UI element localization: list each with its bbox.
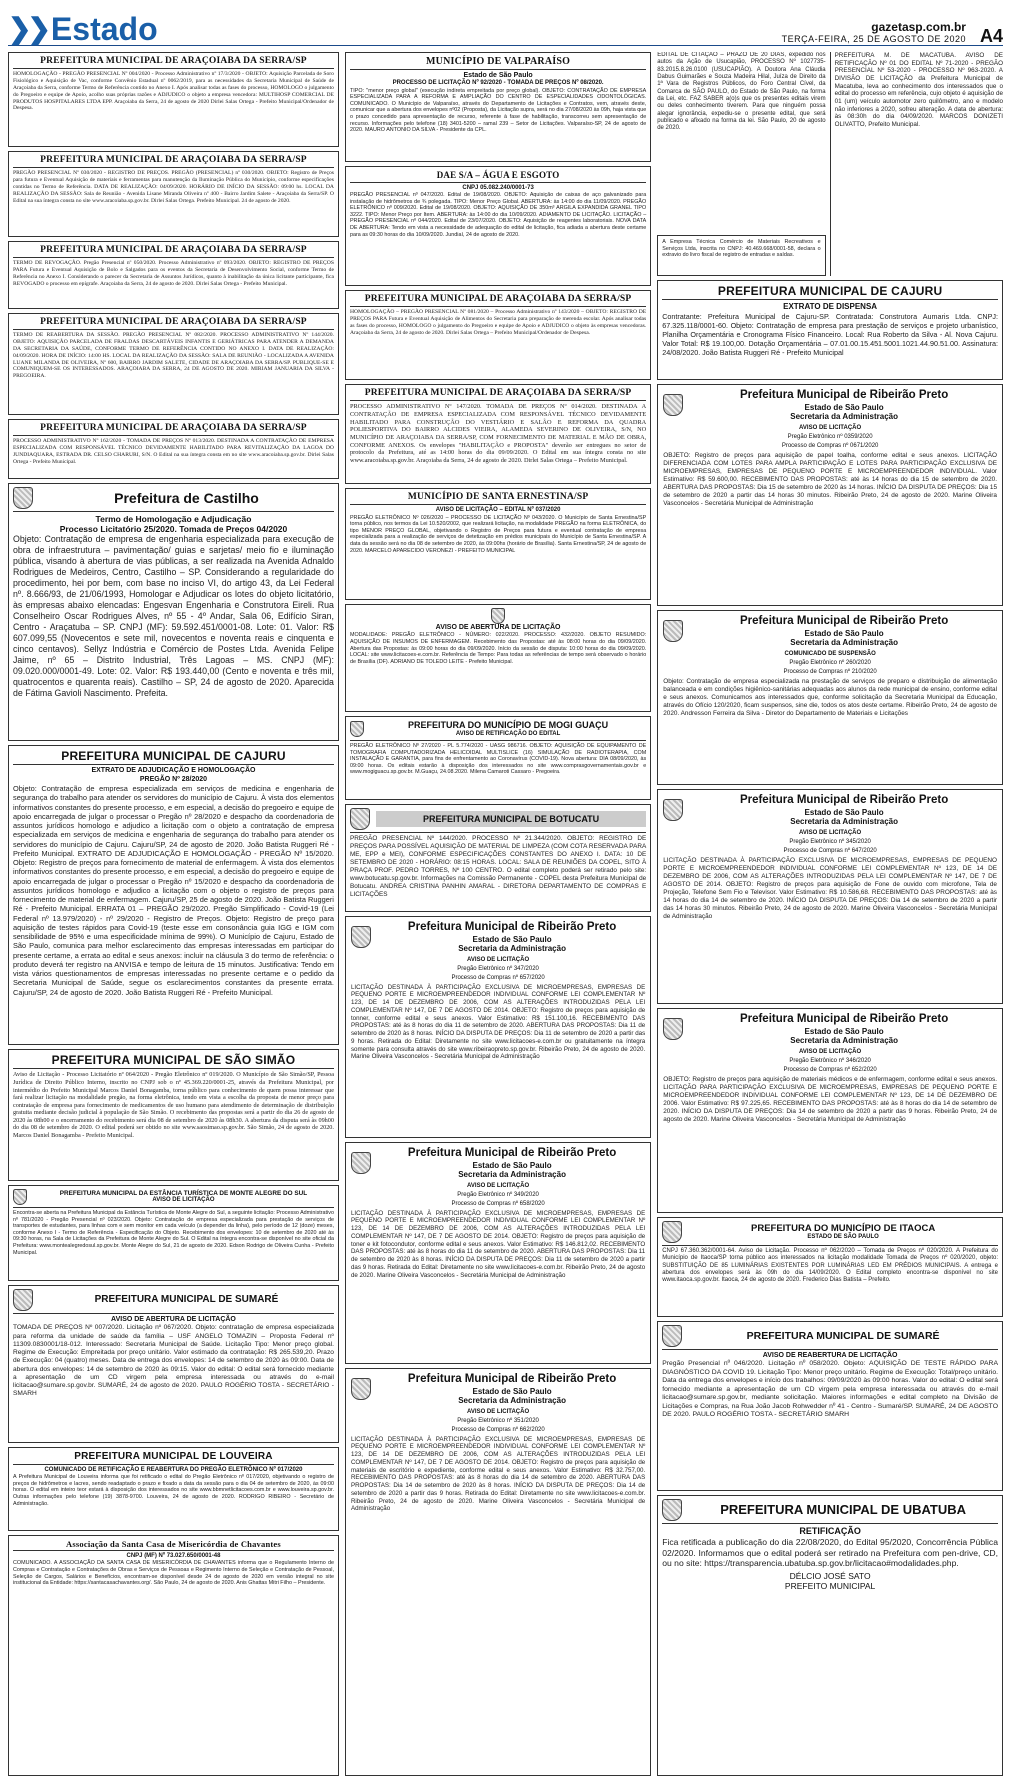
notice-body: Pregão Presencial nº 046/2020. Licitação nº 058/2020. Objeto: AQUISIÇÃO DE TESTE RÁPIDO PARA DIAGNÓSTICO DA COVID 19. Licitação Tipo: Menor preço unitário. Regime de Execução: Total/preço unitário. Data da entrega dos envelopes e início dos trabalhos: 09/09/2020 às 09:00 horas. Valor do edital: O edital será fornecido mediante a apresentação de um CD virgem pela empresa interessada ou através do e-mail licitacao@sumare.sp.gov.br, mediante solicitação. Maiores informações e edital completo na Divisão de Licitações e Compras, na Rua João Jacob Rohwedder nº 41 - Centro - Sumaré/SP. SUMARÉ, 24 DE AGOSTO DE 2020. PAULO ROGÉRIO TOSTA - SECRETÁRIO SMARH xyxy=(662,1360,998,1419)
notice-body: PROCESSO ADMINISTRATIVO Nº 162/2020 - TOMADA DE PREÇOS Nº 013/2020. DESTINADA A CONTRATAÇÃO DE EMPRESA ESPECIALIZADA COM RESPONSÁVEL TÉCNICO DEVIDAMENTE HABILITADO PARA REVITALIZAÇÃO DA LAGOA DO JUNDIAQUARA, ESTRADA DR. CELSO CHARURI, S/N. O Edital na sua íntegra consta em no site www.aracoiaba.sp.gov.br. Dirlei Salas Ortega - Prefeito Municipal. xyxy=(13,438,334,465)
signer-name: DÉLCIO JOSÉ SATO xyxy=(789,1571,871,1581)
org-secretariat: Secretaria da Administração xyxy=(790,638,898,648)
page-number: A4 xyxy=(979,26,1003,46)
masthead xyxy=(8,6,1003,46)
process-number: Processo de Compras nº 662/2020 xyxy=(451,1427,545,1434)
notice-body: PREGÃO PRESENCIAL Nº 030/2020 - REGISTRO DE PREÇOS. PREGÃO (PRESENCIAL) nº 030/2020. OBJETO: Registro de Preços para futura e Eventual Aquisição de materiais e ferramentas para manutenção da Iluminação Pública do Município, conforme especificações contidas no Termo de Referência. DATA DE REALIZAÇÃO: 04/09/2020. HORÁRIO DE INÍCIO DA SESSÃO: 09:00 hs. LOCAL DA REALIZAÇÃO DA SESSÃO: Sala de Reunião - Avenida Lisane Miranda Oliveira nº 400 - Bairro Jardim Salete - Araçoiaba da Serra/SP. O Edital na sua íntegra consta no site www.aracoiaba.sp.gov.br. Dirlei Salas Ortega. Prefeito Municipal. 24 de agosto de 2020. xyxy=(13,170,334,204)
ubatuba-crest-icon xyxy=(662,1499,682,1521)
column-1 xyxy=(8,52,339,1776)
notice-title: PREFEITURA MUNICIPAL DA ESTÂNCIA TURÍSTICA DE MONTE ALEGRE DO SUL xyxy=(59,1189,308,1197)
notice-body: HOMOLOGAÇÃO – PREGÃO PRESENCIAL Nº 081/2020 – Processo Administrativo nº 143/2020 – OBJETO: REGISTRO DE PREÇOS PARA Futura e Eventual Aquisição de Alimentos do Secretaria para preparação de merenda escolar. Após analisar todas as fases do processo, HOMOLOGO o julgamento do Pregoeiro e equipe de Apoio e ADJUDICO o objeto às empresas vencedoras. Araçoiaba da Serra, 24 de agosto de 2020. Dirlei Salas Ortega – Prefeito Municipal/Ordenador de Despesa. xyxy=(349,309,647,336)
notice-type: AVISO DE LICITAÇÃO xyxy=(799,829,862,836)
org-name: Prefeitura Municipal de Ribeirão Preto xyxy=(739,615,949,627)
estado-logo xyxy=(8,13,158,45)
pregao-number: Pregão Eletrônico nº 345/2020 xyxy=(789,839,871,846)
monte-alegre-crest-icon xyxy=(13,1189,27,1205)
notice-body: Objeto: Contratação de empresa especializada em serviços de medicina e engenharia de segurança do trabalho para atender os servidores do município de Cajuru. À vista dos elementos informativos constantes do presente processo, e em especial, a decisão do pregoeiro e equipe de apoio encarregada de julgar o processar o Pregão nº 28/2020 e despacho da coordenadoria de assuntos jurídicos homologo e adjudico a licitação com o objeto a contratação de empresa especializada em serviços de medicina e engenharia de segurança do trabalho para atender os servidores do município de Cajuru. Cajuru/SP, 24 de agosto de 2020. João Batista Ruggeri Ré - Prefeito Municipal. EXTRATO DE ADJUDICAÇÃO E HOMOLOGAÇÃO - PREGÃO Nº 15/2020. Objeto: Registro de preços para fornecimento de material de enfermagem. À vista dos elementos informativos constantes do presente processo, e em especial, a decisão do pregoeiro e equipe de apoio encarregada de julgar o processar o Pregão nº 15/2020 e despacho da coordenadoria de assuntos jurídicos homologo e adjudico a licitação com o objeto o registro de preços para fornecimento de material de enfermagem. Cajuru/SP, 25 de agosto de 2020. João Batista Ruggeri Ré - Prefeito Municipal. ERRATA 01 – PREGÃO 29/2020. Pregão Simplificado - Covid-19 (Lei Federal nº 13.979/2020) - nº 29/2020 - Registro de Preços. Objeto: Registro de preço para aquisição de testes rápidos para Covid-19 (teste esse em consonância guia IGG e IGM com sensibilidade de 95% e uma especificidade mínima de 99%). O Município de Cajuru, Estado de São Paulo, comunica para melhor esclarecimento das empresas interessadas em participar do presente certame, a errata ao edital e seus anexos: incluir na cláusula 3 do termo de referência: o produto deverá ter registro na ANVISA e tempo de leitura de 15 minutos. Justificativa: Tendo em vista vários questionamentos de empresas interessadas no presente certame e o pedido da Secretaria Municipal de Saúde, segue os esclarecimentos constantes da presente errata. Cajuru/SP, 24 de agosto de 2020. João Batista Ruggeri Ré - Prefeito Municipal. xyxy=(13,784,334,997)
notice-body: Contratante: Prefeitura Municipal de Cajuru-SP. Contratada: Construtora Aumaris Ltda. CNPJ: 67.325.118/0001-60. Objeto: Contratação de empresa para prestação de serviços e projeto urbanístico, Planilha Orçamentária e Cronograma Físico Financeiro. Local: Rua Roberto da Silva - Al. Nova Cajuru. Valor Total: R$ 19.100,00. Dotação Orçamentária – 07.01.00.15.451.5001.1021.44.90.51.00. Assinatura: 24/08/2020. João Batista Ruggeri Ré - Prefeito Municipal xyxy=(662,311,998,357)
process-number: Processo de Compras nº 210/2020 xyxy=(783,669,877,676)
notice-edital-citacao: EDITAL DE CITAÇÃO – PRAZO DE 20 DIAS, expedido nos autos da Ação de Usucapião, PROCESSO Nº 1027735-83.2015.8.26.0100 (USUCAPIÃO). A Doutora Ana Cláudia Dabus Guimarães e Souza Madeira Hilal, Juíza de Direito da 1ª Vara de Registros Públicos, do Foro Central Cível, da Comarca de SÃO PAULO, do Estado de São Paulo, na forma da Lei, etc. FAZ SABER a(o)s que os presentes editais virem ou deles conhecimento tiverem. Para que ninguém possa alegar ignorância, expediu-se o presente edital, que será publicado e afixado na forma da lei. São Paulo, 20 de agosto de 2020. xyxy=(657,52,826,132)
logo-text: Estado xyxy=(50,11,158,47)
notice-subtitle: RETIFICAÇÃO xyxy=(799,1526,861,1536)
org-name: Prefeitura Municipal de Ribeirão Preto xyxy=(739,1013,949,1025)
notice-body: Aviso de Licitação - Processo Licitatório nº 064/2020 - Pregão Eletrônico nº 019/2020. O Município de São Simão/SP, Pessoa Jurídica de Direito Público Interno, inscrito no CNPJ sob o nº 45.369.220/0001-25, através da Prefeitura Municipal, por intermédio do Prefeito Municipal Marcos Daniel Bonagamba, torna público para conhecimento de quem possa interessar que fará realizar licitação na modalidade pregão, na forma eletrônica, tendo em vista a escolha da proposta de menor preço para contratação de empresa para fornecimento de medicamentos de uso humano para atendimento de determinação de distribuição gratuita mediante decisão judicial à população de São Simão. O recebimento das propostas será a partir do dia 26 de agosto de 2020 às 08h00 e o encerramento do recebimento será dia 08 de setembro de 2020 às 08h30. A abertura da disputa será às 09h00 do dia 08 de setembro de 2020. O edital poderá ser obtido no site www.saosimao.sp.gov.br. São Simão, 24 de agosto de 2020. Marcos Daniel Bonagamba - Prefeito Municipal. xyxy=(13,1071,334,1139)
notice-title: DAE S/A – ÁGUA E ESGOTO xyxy=(350,170,646,183)
org-secretariat: Secretaria da Administração xyxy=(790,412,898,422)
column-2 xyxy=(345,52,651,1776)
notice-title: Prefeitura de Castilho xyxy=(114,489,259,506)
notice-cajuru xyxy=(8,745,339,1045)
notice-type: AVISO DE LICITAÇÃO xyxy=(799,1048,862,1055)
org-name: Prefeitura Municipal de Ribeirão Preto xyxy=(739,389,949,401)
notice-santa-ernestina xyxy=(345,488,651,600)
city-crest-icon xyxy=(491,608,505,624)
notice-sumare-1 xyxy=(8,1285,339,1443)
notice-body: LICITAÇÃO DESTINADA À PARTICIPAÇÃO EXCLUSIVA DE MICROEMPRESAS, EMPRESAS DE PEQUENO PORTE E MICROEMPREENDEDOR INDIVIDUAL CONFORME LEI COMPLEMENTAR Nº 123, DE 14 DE DEZEMBRO DE 2006, COM AS ALTERAÇÕES INTRODUZIDAS PELA LEI COMPLEMENTAR Nº 147, DE 7 DE AGOSTO DE 2014. OBJETO: Registro de preços para aquisição de materiais de escritório e expediente, conforme edital e seus anexos. Valor Estimativo: R$ 32.757,00. RECEBIMENTO DAS PROPOSTAS: até às 8 horas do dia 14 de setembro de 2020. ABERTURA DAS PROPOSTAS: Dia 14 de setembro de 2020 às 8 horas. INÍCIO DA DISPUTA DE PREÇOS: Dia 14 de setembro de 2020 a partir das 9 horas. Retirada do Edital: Diretamente no site www.licitacoes-e.com.br. Ribeirão Preto, 24 de agosto de 2020. Marine Oliveira Vasconcelos - Secretária Municipal de Administração xyxy=(350,1435,646,1513)
notice-title: PREFEITURA MUNICIPAL DE SÃO SIMÃO xyxy=(13,1053,334,1069)
org-name: Prefeitura Municipal de Ribeirão Preto xyxy=(407,1373,617,1385)
org-state: Estado de São Paulo xyxy=(804,1026,884,1036)
notice-subtitle: Termo de Homologação e Adjudicação xyxy=(95,514,252,524)
notice-subtitle: AVISO DE ABERTURA DE LICITAÇÃO xyxy=(111,1316,236,1323)
notice-valparaiso xyxy=(345,52,651,162)
notice-title: PREFEITURA MUNICIPAL DE ARAÇOIABA DA SERRA/SP xyxy=(13,155,334,168)
notice-body: PREGÃO ELETRÔNICO Nº 27/2020 - PL 5.774/2020 - UASG 986716. OBJETO: AQUISIÇÃO DE EQUIPAMENTO DE TOMOGRAFIA COMPUTADORIZADA HELICOIDAL MULTISLICE (16) SIMULAÇÃO DE RADIOTERAPIA, COM INSTALAÇÃO E GARANTIA, para fins de enfrentamento ao Coronavírus (COVID-19). Nova abertura: DIA 08/09/2020, às 09:00 horas. Os editais estarão à disposição dos interessados no site www.comprasgovernamentais.gov.br e www.mogiguacu.sp.gov.br. M.Guaçu, 24.08.2020. Milena Camaroti Cassaro - Pregoeira. xyxy=(349,742,647,776)
notice-subtitle-2: PREGÃO Nº 28/2020 xyxy=(139,775,208,783)
notice-ribeirao-preto-suspensao xyxy=(657,610,1003,785)
notice-subtitle: AVISO DE REABERTURA DE LICITAÇÃO xyxy=(762,1352,898,1359)
notice-body: PREGÃO ELETRÔNICO Nº 026/2020 – PROCESSO DE LICITAÇÃO Nº 043/2020. O Município de Santa Ernestina/SP torna público, nos termos da Lei 10.520/2002, que realizará licitação, na modalidade PREGÃO na forma ELETRÔNICA, do tipo MENOR PREÇO GLOBAL, objetivando o Registro de Preços para futura e eventual contratação de empresa especializada para a realização de serviços de detetização em prédios municipais do Município de Santa Ernestina/SP. A data da sessão será no dia 08 de setembro de 2020, às 09:00hs (horário de Brasília). Santa Ernestina/SP, 24 de agosto de 2020. MARCELO APARECIDO VERONEZI - PREFEITO MUNICIPAL xyxy=(349,514,647,554)
notice-title: PREFEITURA MUNICIPAL DE ARAÇOIABA DA SERRA/SP xyxy=(13,317,334,330)
org-state: Estado de São Paulo xyxy=(804,402,884,412)
notice-title: PREFEITURA DO MUNICÍPIO DE ITAOCA xyxy=(751,1222,936,1234)
itaoca-crest-icon xyxy=(662,1221,682,1243)
notice-aracoiaba-reabertura xyxy=(8,313,339,415)
pregao-number: Pregão Eletrônico nº 260/2020 xyxy=(789,660,871,667)
notice-body: Fica retificada a publicação do dia 22/08/2020, do Edital 95/2020, Concorrência Pública 02/2020. Informamos que o edital poderá ser retirado na Prefeitura com pen-drive, CD, ou no site: https://transparencia.ubatuba.sp.gov.br/licitacao#modalidades.php. xyxy=(662,1536,998,1569)
ribeirao-preto-crest-icon xyxy=(663,1018,683,1040)
notice-body: PREGÃO PRESENCIAL Nº 144/2020. PROCESSO Nº 21.344/2020. OBJETO: REGISTRO DE PREÇOS PARA POSSÍVEL AQUISIÇÃO DE MATERIAL DE LIMPEZA (COM COTA RESERVADA PARA ME, EPP e MEI), CONFORME ESPECIFICAÇÕES CONSTANTES DO ANEXO I. DATA: 10 DE SETEMBRO DE 2020 - HORÁRIO: 08:15 HORAS. LOCAL: SALA DE REUNIÕES DA COPEL, SITO À PRAÇA PROF. PEDRO TORRES, Nº 100 CENTRO. O edital completo poderá ser retirado pelo site: www.botucatu.sp.gov.br. Informações na Comissão Permanente - COPEL desta Prefeitura Municipal de Botucatu. ANDREA CRISTINA PANHIN AMARAL - DIRETORA DEPARTAMENTO DE COMPRAS E LICITAÇÕES xyxy=(349,835,647,898)
notice-subtitle: ESTADO DE SÃO PAULO xyxy=(807,1234,879,1241)
mogi-guacu-crest-icon xyxy=(350,721,364,737)
site-url[interactable]: gazetasp.com.br xyxy=(871,19,966,34)
notice-aracoiaba-tomada-014 xyxy=(345,384,651,484)
notice-body: Objeto: Contratação de empresa de engenharia especializada para execução de obra de infraestrutura – pavimentação/ guias e sarjetas/ meio fio e iluminação pública, visando à abertura de vias públicas, a ser realizada na Avenida Adnaldo Rodrigues de Medeiros, Centro, Castilho – SP. Considerando a regularidade do procedimento, hei por bem, com base no inciso VI, do artigo 43, da Lei Federal nº. 8.666/93, de 21/06/1993, Homologar e Adjudicar os lotes do objeto licitatório, às empresas abaixo elencadas: Engesvan Engenharia e Construtora Eireli. Rua Conselheiro Oscar Rodrigues Alves, nº 55 - 4º Andar, Sala 06, Edifício Siran, Centro - Araçatuba – SP. CNPJ (MF): 59.592.451/0001-08. Lote: 01. Valor: R$ 607.099,55 (Novecentos e sete mil, novecentos e noventa reais e cinquenta e cinco centavos). Sellyz Indústria e Comércio de Postes Ltda. Avenida Felipe Jaime, nº 65 – Distrito Industrial, Três Lagoas – MS. CNPJ (MF): 09.020.000/0001-49. Lote: 02. Valor: R$ 193.440,00 (Cento e noventa e três mil, quatrocentos e quarenta reais). Castilho – SP, 24 de agosto de 2020. Aparecida de Fátima Gavioli Nascimento. Prefeita. xyxy=(13,534,334,699)
notice-ribeirao-preto-0359 xyxy=(657,384,1003,606)
notice-title: PREFEITURA MUNICIPAL DE ARAÇOIABA DA SERRA/SP xyxy=(350,388,646,401)
notice-dae xyxy=(345,166,651,286)
column-3 xyxy=(657,52,1003,1776)
notice-sumare-2 xyxy=(657,1321,1003,1491)
notice-title: PREFEITURA MUNICIPAL DE UBATUBA xyxy=(720,1502,966,1518)
org-secretariat: Secretaria da Administração xyxy=(458,944,566,954)
org-secretariat: Secretaria da Administração xyxy=(790,1036,898,1046)
org-name: Prefeitura Municipal de Ribeirão Preto xyxy=(407,921,617,933)
notice-title: MUNICÍPIO DE VALPARAÍSO xyxy=(350,56,646,70)
org-name: Prefeitura Municipal de Ribeirão Preto xyxy=(739,794,949,806)
notice-body: MODALIDADE: PREGÃO ELETRÔNICO - NÚMERO: 022/2020. PROCESSO: 432/2020. OBJETO RESUMIDO: AQUISIÇÃO DE INSUMOS DE ENFERMAGEM. Recebimento das Propostas: até às 08:00 horas do dia 09/09/2020. Abertura das Propostas: às 09:00 horas do dia 09/09/2020. Início da sessão de disputa: 10:00 horas do dia 09/09/2020. LOCAL: site www.licitacoes-e.com.br. Referência de Tempo: Para todas as referências de tempo será observado o horário de Brasília (DF). ADRIANO DE TOLEDO LEITE - Prefeito Municipal. xyxy=(349,632,647,665)
notice-itaoca xyxy=(657,1217,1003,1317)
sumare-crest-icon xyxy=(13,1289,33,1311)
notice-macatuba: PREFEITURA M. DE MACATUBA. AVISO DE RETIFICAÇÃO Nº 01 DO EDITAL Nº 71-2020 - PREGÃO PRESENCIAL Nº 53-2020 - PROCESSO Nº 963-2020. A DIVISÃO DE LICITAÇÃO da Prefeitura Municipal de Macatuba, leva ao conhecimento dos interessados que o edital do processo em referência, cujo objeto é aquisição de 01 (um) veículo automotor zero quilômetro, ano e modelo não inferiores a 2020, sofreu alteração. A data de abertura: às 08:30h do dia 04/09/2020. MARCOS DONIZETI OLIVATTO, Prefeito Municipal. xyxy=(830,52,1003,276)
org-secretariat: Secretaria da Administração xyxy=(458,1170,566,1180)
notice-subtitle: AVISO DE RETIFICAÇÃO DO EDITAL xyxy=(455,730,561,737)
notice-body: A Empresa Técnica Comércio de Materiais Recreativos e Serviços Ltda, inscrita no CNPJ: 40.469.668/0001-58, declara o extravio do livro fiscal de registro de entradas e saídas. xyxy=(662,239,821,259)
notice-type: AVISO DE LICITAÇÃO xyxy=(467,1182,530,1189)
notice-title: PREFEITURA MUNICIPAL DE SUMARÉ xyxy=(746,1329,940,1342)
signer-role: PREFEITO MUNICIPAL xyxy=(784,1581,876,1592)
notice-type: AVISO DE LICITAÇÃO xyxy=(467,1408,530,1415)
notice-body: Objeto: Contratação de empresa especializada na prestação de serviços de preparo e distribuição de alimentação balanceada e em condições higiênico-sanitárias adequadas aos alunos da rede municipal de ensino, conforme edital e seus anexos. Comunicamos aos interessados que, conforme solicitação da Secretaria Municipal da Educação, através do Ofício 120/2020, ficam suspensos, sine die, todos os atos deste certame. Ribeirão Preto, 24 de agosto de 2020. Andresson Ferreira da Silva - Diretor do Departamento de Materiais e Licitações xyxy=(663,677,997,717)
notice-subtitle: Estado de São Paulo xyxy=(463,72,533,79)
notice-title: Associação da Santa Casa de Misericórdia de Chavantes xyxy=(13,1539,334,1551)
notice-type: COMUNICADO DE SUSPENSÃO xyxy=(784,650,876,657)
notice-body: TOMADA DE PREÇOS Nº 007/2020. Licitação nº 067/2020. Objeto: contratação de empresa especializada para reforma da unidade de saúde da família – USF ANGELO TOMAZIN – Proposta Federal nº 11309.0830001/18-012. Interessado: Secretaria Municipal de Saúde. Licitação Tipo: Menor preço global. Regime de Execução: Empreitada por preço unitário. Valor estimado da contratação: R$ 265.539,20. Prazo de Execução: 04 (quatro) meses. Data de entrega dos envelopes: 14 de setembro de 2020 às 09:00. Data de abertura dos envelopes: 14 de setembro de 2020 às 09:15. Valor do edital: O edital será fornecido mediante a apresentação de um CD virgem pela empresa interessada ou através do e-mail licitacao@sumare.sp.gov.br. SUMARÉ, 24 de agosto de 2020. PAULO ROGÉRIO TOSTA - SECRETÁRIO - SMARH xyxy=(13,1324,334,1398)
notice-classified xyxy=(657,235,825,276)
notice-louveira xyxy=(8,1447,339,1531)
notice-aracoiaba-pregao-030 xyxy=(8,151,339,237)
notice-body: Encontra-se aberta na Prefeitura Municipal da Estância Turística de Monte Alegre do Sul, a seguinte licitação: Processo Administrativo nº 781/2020 - Pregão Presencial nº 023/2020. Objeto: Contratação de empresa especializada para prestação de serviços de transportes de estudantes, para linhas com e sem monitor em cada veículo (a depender da linha), pelo período de 12 (doze) meses, conforme Anexo I - Termo de Referência - Especificação do Objeto. Recebimento dos envelopes: 10 de setembro de 2020 até às 09:30 horas, na Sala de Licitações da Prefeitura de Monte Alegre do Sul. O Edital na íntegra encontra-se disponível no site oficial da Prefeitura: www.montealegredosul.sp.gov.br. Monte Alegre do Sul, 21 de agosto de 2020. Edson Rodrigo de Oliveira Cunha - Prefeito Municipal. xyxy=(13,1210,334,1256)
notice-ubatuba xyxy=(657,1495,1003,1776)
notice-subtitle: CNPJ (MF) Nº 73.027.650/0001-48 xyxy=(126,1553,221,1560)
notice-title: PREFEITURA DO MUNICÍPIO DE MOGI GUAÇU xyxy=(408,720,609,730)
notice-body: PREGÃO PRESENCIAL nº 047/2020. Edital de 19/08/2020. OBJETO: Aquisição de caixas de aço galvanizado para instalação de hidrômetros de ¾ polegada. TIPO: Menor Preço Global. ABERTURA: às 14:00 do dia 11/09/2020. PREGÃO ELETRÔNICO nº 009/2020. Edital de 19/08/2020. OBJETO: AQUISIÇÃO DE 350m³ ARGILA EXPANDIDA GRANEL TIPO 3222. TIPO: Menor Preço por Item. ABERTURA: às 14:00 do dia 10/09/2020. ADIAMENTO DE LICITAÇÃO. LICITAÇÃO – PREGÃO PRESENCIAL nº 044/2020. Edital de 23/07/2020. OBJETO: Aquisição de reagentes laboratoriais. NOVA DATA DE ABERTURA: Tendo em vista a necessidade de adequação do edital de licitação, fica adiada a abertura deste certame para as 09:30 horas do dia 10/09/2020. Jundiaí, 24 de agosto de 2020. xyxy=(349,191,647,238)
notice-title: AVISO DE ABERTURA DE LICITAÇÃO xyxy=(435,624,561,631)
notice-type: AVISO DE LICITAÇÃO xyxy=(799,424,862,431)
notice-title: PREFEITURA MUNICIPAL DE SUMARÉ xyxy=(94,1294,279,1305)
notice-subtitle: AVISO DE LICITAÇÃO – EDITAL Nº 037/2020 xyxy=(435,507,561,514)
notice-title: PREFEITURA MUNICIPAL DE CAJURU xyxy=(662,284,998,300)
notice-body: CNPJ 67.360.362/0001-64. Aviso de Licitação. Processo nº 062/2020 – Tomada de Preços nº 020/2020. A Prefeitura do Município de Itaoca/SP torna público aos interessados na licitação modalidade Tomada de Preços nº 020/2020, objeto: SUBSTITUIÇÃO DE 85 LUMINÁRIAS EXISTENTES POR LUMINÁRIAS LED EM PRÉDIOS MUNICIPAIS. A entrega e abertura dos envelopes será às 09h do dia 14/09/2020. O Edital completo encontra-se disponível no site www.itaoca.sp.gov.br. Itaoca, 24 de agosto de 2020. Frederico Dias Batista – Prefeito. xyxy=(662,1248,998,1284)
notice-subtitle: AVISO DE LICITAÇÃO xyxy=(152,1197,215,1204)
notice-pregao-022 xyxy=(345,604,651,712)
pregao-number: Pregão Eletrônico nº 347/2020 xyxy=(457,966,539,973)
notice-title: PREFEITURA MUNICIPAL DE ARAÇOIABA DA SERRA/SP xyxy=(350,294,646,307)
ribeirao-preto-crest-icon xyxy=(663,394,683,416)
org-state: Estado de São Paulo xyxy=(472,1160,552,1170)
org-state: Estado de São Paulo xyxy=(804,807,884,817)
notice-aracoiaba-homologacao-081 xyxy=(345,290,651,380)
process-number: Processo de Compras nº 0671/2020 xyxy=(781,443,879,450)
notice-title: MUNICÍPIO DE SANTA ERNESTINA/SP xyxy=(350,492,646,505)
notice-body: COMUNICADO. A ASSOCIAÇÃO DA SANTA CASA DE MISERICÓRDIA DE CHAVANTES informa que o Regulamento Interno de Compras e Contratação e Contratações de Obras e Serviços de Pessoas e Regimento Interno de Seleção e Contratação de Pessoal, Seleção de Cargos, Salários e Benefícios, encontram-se disponível desde 24 de agosto de 2020 em versão integral no site institucional da Entidade: https://santacasachavantes.org/. São Paulo, 24 de agosto de 2020. Anis Ghattas Mitri Filho – Presidente. xyxy=(13,1560,334,1587)
notice-title: PREFEITURA MUNICIPAL DE ARAÇOIABA DA SERRA/SP xyxy=(13,245,334,258)
process-number: Processo de Compras nº 658/2020 xyxy=(451,1201,545,1208)
notice-aracoiaba-tomada-013 xyxy=(8,419,339,479)
pregao-number: Pregão Eletrônico nº 349/2020 xyxy=(457,1192,539,1199)
notice-aracoiaba-homologacao xyxy=(8,52,339,147)
ribeirao-preto-crest-icon xyxy=(351,926,371,948)
ribeirao-preto-crest-icon xyxy=(351,1378,371,1400)
notice-title: PREFEITURA MUNICIPAL DE ARAÇOIABA DA SERRA/SP xyxy=(13,423,334,436)
notice-body: LICITAÇÃO DESTINADA À PARTICIPAÇÃO EXCLUSIVA DE MICROEMPRESAS, EMPRESAS DE PEQUENO PORTE E MICROEMPREENDEDOR INDIVIDUAL CONFORME LEI COMPLEMENTAR Nº 123, DE 14 DE DEZEMBRO DE 2006, COM AS ALTERAÇÕES INTRODUZIDAS PELA LEI COMPLEMENTAR Nº 147, DE 7 DE AGOSTO DE 2014. OBJETO: Registro de preços para aquisição de Fone de ouvido com microfone, Tela de Projeção, Telefone Sem Fio e Televisor. Valor Estimativo: R$ 10.586,68. RECEBIMENTO DAS PROPOSTAS: até às 14 horas do dia 14 de setembro de 2020. INÍCIO DA DISPUTA DE PREÇOS: Dia 14 de setembro de 2020 a partir das 14 horas 30 minutos. Ribeirão Preto, 24 de agosto de 2020. Marine Oliveira Vasconcelos - Secretária Municipal de Administração xyxy=(663,856,997,920)
notice-mogi-guacu xyxy=(345,716,651,800)
pregao-number: Pregão Eletrônico nº 346/2020 xyxy=(789,1058,871,1065)
pregao-number: Pregão Eletrônico nº 0359/2020 xyxy=(787,434,873,441)
logo-chevron-icon: ❯❯ xyxy=(8,13,47,44)
notice-body: HOMOLOGAÇÃO - PREGÃO PRESENCIAL Nº 004/2020 - Processo Administrativo nº 17/3/2020 - OBJETO: Aquisição Parcelada de Soro Fisiológico e Aquisição de Vac, conforme Convênio Estadual nº 0062/2019, para as necessidades da Secretaria Municipal de Saúde de Araçoiaba da Serra, conforme Termo de Referência contido no Anexo I. Após analisar todas as fases do processo, HOMOLOGO o julgamento do Pregoeiro e equipe de Apoio, acolho suas próprias razões e ADJUDICO o objeto a empresa vencedora: MULTIHOSP COMERCIAL DE PRODUTOS HOSPITALARES LTDA EPP. Araçoiaba da Serra, 24 de agosto de 2020 Dirlei Salas Ortega - Prefeito Municipal/Ordenador de Despesa. xyxy=(13,71,334,112)
process-number: Processo de Compras nº 657/2020 xyxy=(451,975,545,982)
ribeirao-preto-crest-icon xyxy=(663,620,683,642)
notice-subtitle-2: PROCESSO DE LICITAÇÃO Nº 92/2020 - TOMADA DE PREÇOS Nº 08/2020. xyxy=(392,80,604,87)
notice-subtitle: COMUNICADO DE RETIFICAÇÃO E REABERTURA DO PREGÃO ELETRÔNICO Nº 017/2020 xyxy=(44,1467,303,1473)
notice-body: LICITAÇÃO DESTINADA À PARTICIPAÇÃO EXCLUSIVA DE MICROEMPRESAS, EMPRESAS DE PEQUENO PORTE E MICROEMPREENDEDOR INDIVIDUAL CONFORME LEI COMPLEMENTAR Nº 123, DE 14 DE DEZEMBRO DE 2006, COM AS ALTERAÇÕES INTRODUZIDAS PELA LEI COMPLEMENTAR Nº 147, DE 7 DE AGOSTO DE 2014. OBJETO: Registro de preços para aquisição de tonner, conforme edital e seus anexos. Valor Estimativo: R$ 151.100,16. RECEBIMENTO DAS PROPOSTAS: até às 8 horas do dia 11 de setembro de 2020. ABERTURA DAS PROPOSTAS: Dia 11 de setembro de 2020 às 8 horas. INÍCIO DA DISPUTA DE PREÇOS: Dia 11 de setembro de 2020 a partir das 9 horas. Retirada do Edital: Diretamente no site www.licitacoes-e.com.br ou gratuitamente na íntegra somente para consulta através do site www.ribeiraopreto.sp.gov.br. Ribeirão Preto, 24 de agosto de 2020. Marine Oliveira Vasconcelos - Secretária Municipal de Administração xyxy=(350,983,646,1061)
org-secretariat: Secretaria da Administração xyxy=(790,817,898,827)
sumare-crest-icon xyxy=(662,1325,682,1347)
notice-aracoiaba-revogacao xyxy=(8,241,339,309)
notice-body: TERMO DE REABERTURA DA SESSÃO. PREGÃO PRESENCIAL Nº 082/2020. PROCESSO ADMINISTRATIVO Nº 144/2020. OBJETO: AQUISIÇÃO PARCELADA DE FRALDAS DESCARTÁVEIS INFANTIS E GERIÁTRICAS PARA ATENDER A DEMANDA DA SECRETARIA DA SAÚDE, CONFORME TERMO DE REFERÊNCIA CONTIDO NO ANEXO I. DATA DE REALIZAÇÃO: 04/09/2020. HORA DE INÍCIO: 14:00 HS. LOCAL DA REALIZAÇÃO DA SESSÃO: SALA DE REUNIÃO - LOCALIZADA A AVENIDA LUANE MILANDA DE OLIVEIRA, Nº 600, BAIRRO JARDIM SALETE, CIDADE DE ARAÇOIABA DA SERRA/SP. PUBLIQUE-SE E COMUNIQUEM-SE OS INTERESSADOS. ARAÇOIABA DA SERRA, 24 DE AGOSTO DE 2020. MIRIAM JANUARIA DA SILVA - PREGOEIRA. xyxy=(13,332,334,380)
notice-title: PREFEITURA MUNICIPAL DE ARAÇOIABA DA SERRA/SP xyxy=(13,56,334,69)
notice-body: TERMO DE REVOGAÇÃO. Pregão Presencial nº 050/2020. Processo Administrativo nº 093/2020. OBJETO: REGISTRO DE PREÇOS PARA Futura e Eventual Aquisição de Bolo e Salgados para os eventos da Secretaria de Desenvolvimento Social, conforme Termo de Referência no Anexo I. Considerando o parecer da Secretaria de Assuntos Jurídicos, quanto à inabilitação da única licitante participante, fica REVOGADO o processo em epígrafe. Araçoiaba da Serra, 24 de agosto de 2020. Dirlei Salas Ortega - Prefeito Municipal. xyxy=(13,260,334,287)
org-secretariat: Secretaria da Administração xyxy=(458,1396,566,1406)
org-name: Prefeitura Municipal de Ribeirão Preto xyxy=(407,1147,617,1159)
issue-date: TERÇA-FEIRA, 25 DE AGOSTO DE 2020 xyxy=(781,34,966,45)
pregao-number: Pregão Eletrônico nº 351/2020 xyxy=(457,1418,539,1425)
notice-ribeirao-preto-349 xyxy=(345,1142,651,1364)
notice-body: OBJETO: Registro de preços para aquisição de materiais médicos e de enfermagem, conforme edital e seus anexos. LICITAÇÃO PARA PARTICIPAÇÃO EXCLUSIVA DE MICROEMPRESAS, EMPRESAS DE PEQUENO PORTE E MICROEMPREENDEDOR INDIVIDUAL CONFORME LEI COMPLEMENTAR Nº 123, DE 14 DE DEZEMBRO DE 2006. Valor Estimativo: R$ 97.225,65. RECEBIMENTO DAS PROPOSTAS: até às 8 horas do dia 14 de setembro de 2020. INÍCIO DA DISPUTA DE PREÇOS: Dia 14 de setembro de 2020 a partir das 9 horas. Ribeirão Preto, 24 de agosto de 2020. Marine Oliveira Vasconcelos - Secretária Municipal de Administração xyxy=(663,1075,997,1123)
notice-ribeirao-preto-345 xyxy=(657,789,1003,1004)
notice-botucatu xyxy=(345,804,651,912)
notice-title: PREFEITURA MUNICIPAL DE LOUVEIRA xyxy=(13,1451,334,1465)
notice-title: PREFEITURA MUNICIPAL DE BOTUCATU xyxy=(376,811,646,828)
notice-body: TIPO: "menor preço global" (execução indireta empreitada por preço global). OBJETO: CONTRATAÇÃO DE EMPRESA ESPECIALIZADA PARA A REFORMA E AMPLIAÇÃO DO CENTRO DE ESPECIALIDADES ODONTOLÓGICAS. COMUNICADO. O Município de Valparaíso, através do Departamento de Licitações e Contratos, vem, através deste, comunicar que a abertura dos envelopes nº02 (Proposta), da Licitação supra, será no dia 27/08/2020 às 09h, haja vista que o prazo concedido para apresentação de recurso, referente à fase de habilitação, transcorreu sem apresentação de recurso. Informações pelo telefone (18) 3401-5200 – ramal 239 – Setor de Licitações. Valparaíso-SP, 24 de agosto de 2020. MAURO ANTONIO DA SILVA - Presidente da CPL. xyxy=(349,87,647,134)
botucatu-crest-icon xyxy=(350,808,370,830)
notice-title: PREFEITURA MUNICIPAL DE CAJURU xyxy=(13,749,334,765)
notice-subtitle-2: Processo Licitatório 25/2020. Tomada de Preços 04/2020 xyxy=(59,524,288,535)
ribeirao-preto-crest-icon xyxy=(351,1152,371,1174)
ribeirao-preto-crest-icon xyxy=(663,799,683,821)
process-number: Processo de Compras nº 647/2020 xyxy=(783,848,877,855)
notice-ribeirao-preto-347 xyxy=(345,916,651,1138)
notice-body: PROCESSO ADMINISTRATIVO Nº 147/2020. TOMADA DE PREÇOS Nº 014/2020. DESTINADA A CONTRATAÇÃO DE EMPRESA ESPECIALIZADA COM RESPONSÁVEL TÉCNICO DEVIDAMENTE HABILITADO PARA CONSTRUÇÃO DO VESTIÁRIO E SALÃO E REFORMA DA QUADRA POLIESPORTIVA DO BAIRRO ALCIDES VIEIRA, ALAMEDA SEVERINO DE OLIVEIRA, S/N, NO MUNICÍPIO DE ARAÇOIABA DA SERRA/SP, COM FORNECIMENTO DE MATERIAL E MÃO DE OBRA, CONFORME ANEXOS. Os envelopes "HABILITAÇÃO e PROPOSTA" deverão ser entregues no setor de protocolo da Prefeitura, até as 14:00 horas do dia 09/09/2020. O Edital em sua íntegra consta no site www.aracoiaba.sp.gov.br. Araçoiaba da Serra, 24 de agosto de 2020. Dirlei Salas Ortega – Prefeito Municipal. xyxy=(349,403,647,465)
notice-body: A Prefeitura Municipal de Louveira informa que foi retificado o edital do Pregão Eletrônico nº 017/2020, objetivando o registro de preços de hidrômetros e lacres, sendo readaptado o prazo e fixado a data da sessão para o dia 04 de setembro de 2020, às 09:00 horas. O edital em inteiro teor estará à disposição dos interessados no site www.bbmnetlicitacoes.com.br e www.louveira.sp.gov.br. Outras informações pelo telefone (19) 3878-9700. Louveira, 24 de agosto de 2020. RODRIGO RIBEIRO - Secretário de Administração. xyxy=(13,1474,334,1507)
org-state: Estado de São Paulo xyxy=(472,1386,552,1396)
notice-body: OBJETO: Registro de preços para aquisição de papel toalha, conforme edital e seus anexos. LICITAÇÃO DIFERENCIADA COM LOTES PARA AMPLA PARTICIPAÇÃO E LOTES PARA PARTICIPAÇÃO EXCLUSIVA DE MICROEMPRESAS, EMPRESAS DE PEQUENO PORTE E MICROEMPREENDEDOR INDIVIDUAL. Valor Estimativo: R$ 59.600,00. RECEBIMENTO DAS PROPOSTAS: até às 14 horas do dia 15 de setembro de 2020. ABERTURA DAS PROPOSTAS: Dia 15 de setembro de 2020 às 14 horas. INÍCIO DA DISPUTA DE PREÇOS: Dia 15 de setembro de 2020 a partir das 14 horas 30 minutos. Ribeirão Preto, 24 de agosto de 2020. Marine Oliveira Vasconcelos - Secretária Municipal de Administração xyxy=(663,451,997,507)
notice-monte-alegre xyxy=(8,1185,339,1281)
notice-subtitle: EXTRATO DE DISPENSA xyxy=(783,302,878,312)
notice-subtitle: EXTRATO DE ADJUDICAÇÃO E HOMOLOGAÇÃO xyxy=(91,767,256,775)
process-number: Processo de Compras nº 652/2020 xyxy=(783,1067,877,1074)
org-state: Estado de São Paulo xyxy=(472,934,552,944)
notice-type: AVISO DE LICITAÇÃO xyxy=(467,956,530,963)
notice-sao-simao xyxy=(8,1049,339,1181)
castilho-crest-icon xyxy=(13,487,33,509)
org-state: Estado de São Paulo xyxy=(804,628,884,638)
notice-body: LICITAÇÃO DESTINADA À PARTICIPAÇÃO EXCLUSIVA DE MICROEMPRESAS, EMPRESAS DE PEQUENO PORTE E MICROEMPREENDEDOR INDIVIDUAL CONFORME LEI COMPLEMENTAR Nº 123, DE 14 DE DEZEMBRO DE 2006, COM AS ALTERAÇÕES INTRODUZIDAS PELA LEI COMPLEMENTAR Nº 147, DE 7 DE AGOSTO DE 2014. OBJETO: Registro de preços para aquisição de toner e kit fotocondutor, conforme edital e seus anexos. Valor Estimativo: R$ 146.812,02. RECEBIMENTO DAS PROPOSTAS: até às 8 horas do dia 11 de setembro de 2020. ABERTURA DAS PROPOSTAS: Dia 11 de setembro de 2020 às 8 horas. INÍCIO DA DISPUTA DE PREÇOS: Dia 11 de setembro de 2020 a partir das 9 horas. Retirada do Edital: Diretamente no site www.licitacoes-e.com.br. Ribeirão Preto, 24 de agosto de 2020. Marine Oliveira Vasconcelos - Secretária Municipal de Administração xyxy=(350,1209,646,1279)
notice-chavantes xyxy=(8,1535,339,1776)
notice-ribeirao-preto-351 xyxy=(345,1368,651,1776)
notice-cajuru-dispensa xyxy=(657,280,1003,380)
notice-castilho xyxy=(8,483,339,741)
notice-ribeirao-preto-346 xyxy=(657,1008,1003,1213)
notice-subtitle: CNPJ 05.082.240/0001-73 xyxy=(462,184,534,191)
